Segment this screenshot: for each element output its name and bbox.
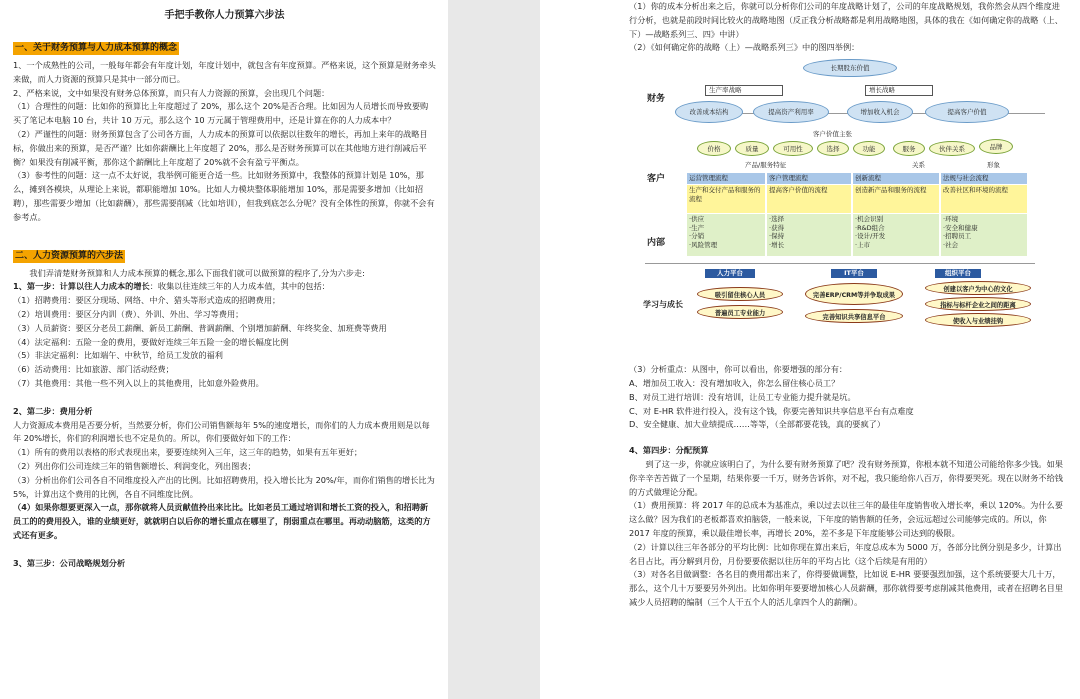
list-item: （7）其他费用：其他一些不列入以上的其他费用，比如意外险费用。	[13, 377, 264, 388]
list-item: （1）所有的费用以表格的形式表现出来，要要连续列入三年，这三年的趋势，如果有五年更好；	[13, 447, 363, 458]
row-label-customer: 客户	[647, 174, 666, 185]
paragraph: （3）分析重点：从图中，你可以看出，你要增强的部分有：	[629, 364, 848, 375]
paragraph: 我们弄清楚财务预算和人力成本预算的概念,那么下面我们就可以做预算的程序了,分为六步走:	[29, 267, 365, 278]
growth-box: 增长战略	[865, 85, 933, 96]
list-item: B、对员工进行培训：没有培训，让员工专业能力提升就是坑。	[629, 391, 856, 402]
left-page	[0, 0, 448, 699]
process-header: 客户管理流程	[767, 173, 851, 184]
step4-title: 4、第四步：分配预算	[629, 445, 709, 456]
process-header: 运营管理流程	[687, 173, 765, 184]
right-page	[540, 0, 1080, 699]
list-item: （4）法定福利：五险一金的费用，要做好连续三年五险一金的增长幅度比例	[13, 336, 289, 347]
paragraph: 人力资源成本费用是否要分析，当然要分析，你们公司销售额每年 5%的速度增长，而你们的人力成本费用则是以每年 20%增长，你们的利润增长也不定是负的。所以，你们要做好如下的工作：	[13, 419, 430, 444]
list-item: （2）列出你们公司连续三年的销售额增长、利润变化，列出图表；	[13, 460, 256, 471]
customer-pill: 价格	[697, 141, 731, 156]
lc-oval: 普遍员工专业能力	[697, 305, 783, 319]
process-item: ·保持	[769, 232, 785, 241]
value-prop-label: 客户价值主张	[813, 130, 852, 139]
list-item: （1）招聘费用：要区分现场、网络、中介、猎头等形式造成的招聘费用；	[13, 295, 281, 306]
list-item: （5）非法定福利：比如端午、中秋节，给员工发放的福利	[13, 350, 223, 361]
process-goal: 改善社区和环境的流程	[941, 185, 1027, 213]
process-item: ·环境	[943, 215, 959, 224]
paragraph: （1）合理性的问题：比如你的预算比上年度超过了 20%，那么这个 20%是否合理。比如因为人员增长而导致要购买了笔记本电脑 10 台，共计 10 万元，那么这个 10 万元属于管理费用中，还是计算在你的人力成本中？	[13, 101, 429, 126]
row-label-internal: 内部	[647, 238, 666, 249]
page-title: 手把手教你人力预算六步法	[164, 10, 285, 21]
bold-paragraph: （4）如果你想要更深入一点，那你就将人员贡献值拎出来比比。比如老员工通过培训和增长工资的投入，和招聘新员工的的费用投入，谁的业绩更好，就就明白以后你的增长重点在哪里了，削弱重点在哪里。再动动脑筋，这类的方式还有更多。	[13, 502, 431, 540]
process-header: 法规与社会流程	[941, 173, 1027, 184]
paragraph: （2）《如何确定你的战略（上）—战略系列三》中的图四举例：	[629, 42, 860, 53]
paragraph: （2）严谨性的问题：财务预算包含了公司各方面，人力成本的预算可以依据以往数年的增长，再加上来年的战略目标，你做出来的预算，是否严谨？比如你薪酬比上年度超了 20%，那么是否财务预算可以在其他地方进行削减后平衡？如果没有削减平衡，那你这个薪酬比上年度超了 20%就不会有盈亏平衡点。	[13, 128, 428, 167]
process-goal: 创造新产品和服务的流程	[853, 185, 939, 213]
lc-oval: 指标与标杆企业之间的距离	[925, 297, 1031, 311]
process-item: ·安全和健康	[943, 223, 978, 232]
customer-pill: 品牌	[979, 139, 1013, 154]
lc-oval: 完善ERP/CRM等并争取成果	[805, 283, 903, 305]
section-heading-2: 二、人力资源预算的六步法	[15, 250, 124, 261]
list-item: D、安全健康、加大业绩提成……等等，（全部都要花钱，真的要疯了）	[629, 419, 886, 430]
list-item: （2）培训费用：要区分内训（费）、外训、外出、学习等费用；	[13, 308, 244, 319]
strategy-map-figure	[635, 59, 1065, 359]
list-item: （3）分析出你们公司各自不同维度投入产出的比例。比如招聘费用，投入增长比为 20%/年，而你们销售的增长比为 5%，计算出这个费用的比例，各自不同维度比例。	[13, 474, 435, 499]
process-items	[767, 214, 851, 256]
paragraph: 到了这一步，你就应该明白了，为什么要有财务预算了吧？没有财务预算，你根本就不知道公司能给你多少钱。如果你辛辛苦苦做了一个星期，结果你要一千万，财务告诉你，对不起，我只能给你八百万，你得要哭死。现在以财务不给钱的方式做理论分配。	[629, 458, 1063, 497]
step1-text: ：收集以往连续三年的人力成本值，其中的包括：	[149, 281, 330, 292]
step3-title: 3、第三步：公司战略规划分析	[13, 557, 126, 568]
process-item: ·社会	[943, 240, 959, 249]
lc-header: 组织平台	[935, 269, 981, 278]
lc-oval: 创建以客户为中心的文化	[925, 281, 1031, 295]
long-term-value-oval: 长期股东价值	[803, 59, 897, 77]
process-item: ·获得	[769, 223, 785, 232]
list-item: （3）人员薪资：要区分老员工薪酬、新员工薪酬、普调薪酬、个别增加薪酬、年终奖金、加班费等费用	[13, 322, 387, 333]
step2-title: 2、第二步：费用分析	[13, 405, 93, 416]
process-items	[853, 214, 939, 256]
fin-oval: 提高客户价值	[925, 101, 1009, 123]
process-items	[687, 214, 765, 256]
step-heading	[13, 280, 436, 294]
step1-title: 1、第一步：计算以往人力成本的增长	[13, 281, 150, 292]
lc-oval: 吸引留住核心人员	[697, 287, 783, 301]
relation-label: 关系	[912, 161, 925, 170]
process-item: ·供应	[689, 215, 705, 224]
customer-pill: 选择	[817, 141, 849, 156]
fin-oval: 改善成本结构	[675, 101, 743, 123]
process-item: ·分销	[689, 232, 705, 241]
lc-oval: 使收入与业绩挂钩	[925, 313, 1031, 327]
process-goal: 提高客户价值的流程	[767, 185, 851, 213]
process-item: ·增长	[769, 240, 785, 249]
process-item: ·生产	[689, 223, 705, 232]
process-item: ·选择	[769, 215, 785, 224]
fin-oval: 增加收入机会	[847, 101, 913, 123]
process-item: ·上市	[855, 240, 871, 249]
fin-oval: 提高资产利用率	[753, 101, 829, 123]
process-item: ·风险管理	[689, 240, 718, 249]
customer-pill: 服务	[893, 141, 925, 156]
lc-header: 人力平台	[705, 269, 755, 278]
process-header: 创新流程	[853, 173, 939, 184]
product-attr-label: 产品/服务特征	[745, 161, 787, 170]
customer-pill: 伙伴关系	[929, 141, 975, 156]
process-item: ·R&D组合	[855, 223, 885, 232]
list-item: C、对 E-HR 软件进行投入，没有这个钱，你要完善知识共享信息平台有点难度	[629, 405, 914, 416]
row-label-finance: 财务	[647, 94, 666, 105]
customer-pill: 质量	[735, 141, 769, 156]
process-item: ·招聘员工	[943, 232, 972, 241]
productivity-box: 生产率战略	[705, 85, 783, 96]
lc-header: IT平台	[831, 269, 877, 278]
paragraph: （3）对各名目做调整：各名目的费用都出来了，你得要做调整，比如说 E-HR 要要强烈加强，这个系统要要大几十万，那么，这个几十万要要另外列出。比如你明年要要增加核心人员薪酬，那你就得要考虑削减其他费用，或者在招聘名目里减少人员招聘的编制（三个人干五个人的活儿拿四个人的薪酬）。	[629, 569, 1063, 607]
process-item: ·机会识别	[855, 215, 884, 224]
paragraph: （3）参考性的问题：这一点不太好说，我举例可能更合适一些。比如财务预算中，我整体的预算计划是 10%，那么，摊到各模块，从理论上来说，都职能增加 10%。比如人力模块整体职能增加 10%，那是需要多增加（比如招聘），那些需要少增加（比如薪酬），那些需要削减（比如培训），但我到底怎么分呢？没有全体性的预算，你就不会有参考点。	[13, 170, 435, 222]
list-item: A、增加员工收入：没有增加收入，你怎么留住核心员工？	[629, 377, 840, 388]
process-goal: 生产和交付产品和服务的流程	[687, 185, 765, 213]
process-item: ·设计/开发	[855, 232, 886, 241]
process-items	[941, 214, 1027, 256]
lc-oval: 完善知识共享信息平台	[805, 309, 903, 323]
paragraph: 2、严格来说，文中如果没有财务总体预算，而只有人力资源的预算，会出现几个问题：	[13, 87, 330, 98]
paragraph: （1）费用预算：将 2017 年的总成本为基准点，乘以过去以往三年的最佳年度销售收入增长率，乘以 120%。为什么要这么做？因为我们的老板都喜欢拍脑袋，一般来说，下年度的销售额的任务，会远远超过公司能够完成的。所以，你 2017 年度的预算，乘以最佳增长率，再增长 20%，差不多是下年度能够公司达到的极限。	[629, 500, 1063, 538]
paragraph: 1、一个成熟性的公司，一般每年都会有年度计划，年度计划中，就包含有年度预算。严格来说，这个预算是财务牵头来做，而人力资源的预算只是其中一部分而已。	[13, 60, 436, 84]
list-item: （6）活动费用：比如旅游、部门活动经费；	[13, 364, 174, 375]
paragraph: （1）你的成本分析出来之后，你就可以分析你们公司的年度战略计划了，公司的年度战略规划，我你然会从四个维度进行分析，也就是前段时间比较火的战略地图（反正我分析战略都是利用战略地图，具体的我在《如何确定你的战略（上、下）—战略系列三、四》中讲）	[629, 1, 1063, 39]
image-label: 形象	[987, 161, 1000, 170]
row-label-learning: 学习与成长	[643, 300, 683, 310]
customer-pill: 可用性	[773, 141, 813, 156]
paragraph: （2）计算以往三年各部分的平均比例：比如你现在算出来后，年度总成本为 5000 万，各部分比例分别是多少，计算出名目占比，再分解到月份，月份要要依据以往历年的平均占比（这个后续是有用的）	[629, 541, 1062, 566]
section-heading-1: 一、关于财务预算与人力成本预算的概念	[15, 43, 178, 53]
customer-pill: 功能	[853, 141, 885, 156]
